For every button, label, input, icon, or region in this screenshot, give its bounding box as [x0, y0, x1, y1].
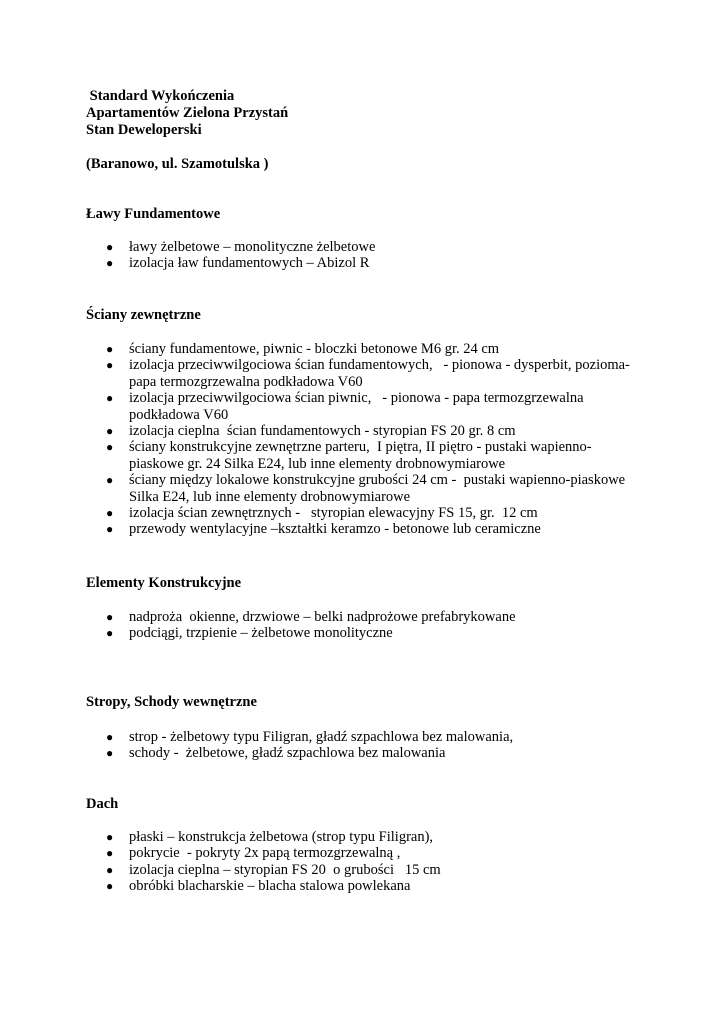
bullet-icon: ● — [106, 440, 114, 455]
list-item: ● przewody wentylacyjne –kształtki keramzo - betonowe lub ceramiczne — [106, 521, 541, 538]
title-line: Apartamentów Zielona Przystań — [86, 105, 289, 121]
bullet-icon: ● — [106, 610, 114, 624]
list-item: ● nadproża okienne, drzwiowe – belki nadprożowe prefabrykowane — [106, 609, 516, 625]
list-item: ● ściany między lokalowe konstrukcyjne grubości 24 cm - pustaki wapienno-piaskowe Silka E24, lub inne elementy drobnowymiarowe — [106, 472, 626, 505]
title-line: Stan Deweloperski — [86, 122, 202, 138]
list-item: ● podciągi, trzpienie – żelbetowe monolityczne — [106, 625, 393, 642]
list-item: ● izolacja przeciwwilgociowa ścian fundamentowych, - pionowa - dysperbit, pozioma- papa termozgrzewalna podkładowa V60 — [106, 357, 630, 390]
bullet-icon: ● — [106, 424, 114, 439]
section-heading: Stropy, Schody wewnętrzne — [86, 694, 257, 710]
bullet-icon: ● — [106, 473, 114, 488]
bullet-icon: ● — [106, 626, 114, 641]
section-list — [0, 829, 725, 895]
bullet-icon: ● — [106, 342, 114, 356]
list-item: ● pokrycie - pokryty 2x papą termozgrzewalną , — [106, 845, 401, 862]
list-item: ● izolacja ław fundamentowych – Abizol R — [106, 255, 370, 272]
bullet-icon: ● — [106, 358, 114, 373]
bullet-icon: ● — [106, 746, 114, 761]
section-heading: Dach — [86, 796, 119, 812]
list-item: ● ściany konstrukcyjne zewnętrzne parteru, I piętra, II piętro - pustaki wapienno- piaskowe gr. 24 Silka E24, lub inne elementy drobnowymiarowe — [106, 439, 592, 472]
bullet-icon: ● — [106, 391, 114, 406]
list-item: ● izolacja przeciwwilgociowa ścian piwnic, - pionowa - papa termozgrzewalna podkładowa V60 — [106, 390, 584, 423]
bullet-icon: ● — [106, 730, 114, 744]
list-item: ● strop - żelbetowy typu Filigran, gładź szpachlowa bez malowania, — [106, 729, 514, 745]
bullet-icon: ● — [106, 830, 114, 844]
section-list — [0, 729, 725, 762]
section-heading: Ławy Fundamentowe — [86, 206, 221, 222]
section-list — [0, 609, 725, 642]
list-item: ● płaski – konstrukcja żelbetowa (strop typu Filigran), — [106, 829, 434, 845]
section-list — [0, 239, 725, 272]
bullet-icon: ● — [106, 256, 114, 271]
bullet-icon: ● — [106, 862, 114, 877]
list-item: ● izolacja cieplna – styropian FS 20 o grubości 15 cm — [106, 861, 441, 878]
bullet-icon: ● — [106, 506, 114, 521]
list-item: ● ściany fundamentowe, piwnic - bloczki betonowe M6 gr. 24 cm — [106, 341, 500, 357]
location-line: (Baranowo, ul. Szamotulska ) — [86, 156, 269, 172]
document-title — [86, 88, 288, 173]
title-line: Standard Wykończenia — [86, 88, 235, 104]
bullet-icon: ● — [106, 846, 114, 861]
list-item: ● izolacja cieplna ścian fundamentowych - styropian FS 20 gr. 8 cm — [106, 423, 516, 440]
bullet-icon: ● — [106, 522, 114, 537]
bullet-icon: ● — [106, 240, 114, 254]
list-item: ● ławy żelbetowe – monolityczne żelbetowe — [106, 239, 376, 255]
section-list — [0, 341, 725, 538]
section-heading: Elementy Konstrukcyjne — [86, 575, 242, 591]
list-item: ● schody - żelbetowe, gładź szpachlowa bez malowania — [106, 745, 446, 762]
list-item: ● obróbki blacharskie – blacha stalowa powlekana — [106, 878, 411, 895]
section-heading: Ściany zewnętrzne — [86, 307, 201, 323]
title-line — [86, 139, 288, 156]
bullet-icon: ● — [106, 879, 114, 894]
list-item: ● izolacja ścian zewnętrznych - styropian elewacyjny FS 15, gr. 12 cm — [106, 505, 538, 522]
